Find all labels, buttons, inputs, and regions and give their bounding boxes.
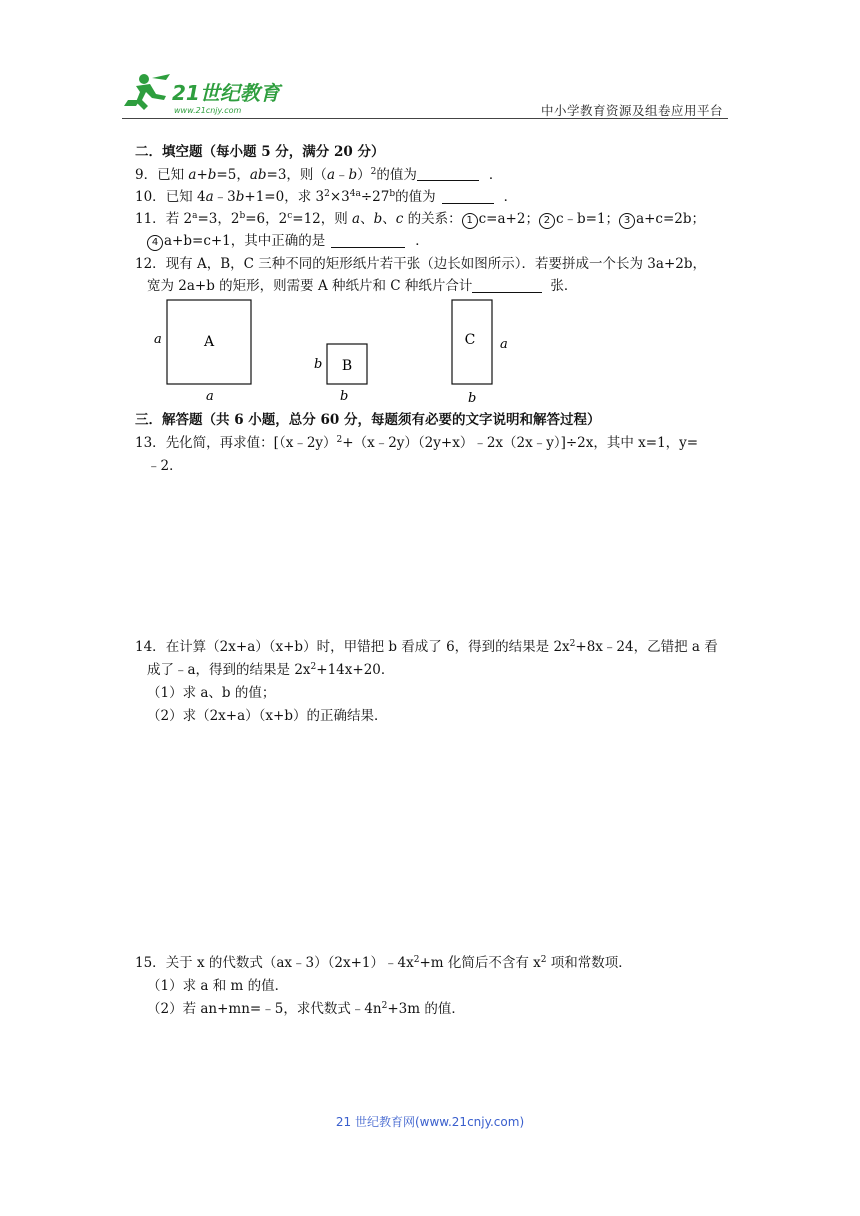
question-14-sub2: （2）求（2x+a）（x+b）的正确结果．: [147, 708, 388, 724]
question-15-sub2: （2）若 an+mn=﹣5，求代数式$﹣4n^2+3m$ 的值．: [147, 1001, 465, 1017]
footer-link[interactable]: 21 世纪教育网(www.21cnjy.com): [335, 1115, 525, 1129]
question-14-sub1: （1）求 a、b 的值；: [147, 685, 276, 701]
question-12-line1: 12．现有 A，B，C 三种不同的矩形纸片若干张（边长如图所示）．若要拼成一个长为 3a+2b，: [135, 256, 706, 272]
answer-blank-10[interactable]: [442, 190, 494, 204]
svg-text:A: A: [203, 334, 215, 350]
question-11-line2: 4 a+b=c+1，其中正确的是 ．: [147, 232, 429, 251]
section2-title: 二．填空题（每小题 5 分，满分 20 分）: [135, 144, 385, 160]
question-14-line1: 14．在计算（2x+a）（x+b）时，甲错把 b 看成了 6，得到的结果是 $2x^2+8x﹣24$，乙错把 a 看: [135, 639, 718, 655]
question-13-line1: 13．先化简，再求值：[（x﹣2y）$^2$+（x﹣2y）（2y+x）﹣2x（2x﹣y）]÷2x，其中 x=1，y=: [135, 435, 699, 451]
header-divider: [122, 118, 728, 119]
svg-text:b: b: [340, 389, 349, 404]
question-12-line2: 宽为 2a+b 的矩形，则需要 A 种纸片和 C 种纸片合计 张．: [147, 278, 578, 294]
svg-text:a: a: [154, 332, 162, 347]
platform-name: 中小学教育资源及组卷应用平台: [541, 103, 724, 118]
question-9: 9．已知 a+b=5，ab=3，则（a﹣b）$^2$的值为 ．: [135, 167, 503, 183]
site-logo: [122, 70, 292, 116]
svg-text:a: a: [500, 337, 508, 352]
svg-text:a: a: [206, 389, 214, 404]
answer-blank-11[interactable]: [331, 234, 405, 248]
rect-a: [154, 300, 251, 404]
question-15-line1: 15．关于 x 的代数式$(ax﹣3)(2x+1)﹣4x^2+m$ 化简后不含有 $x^2$ 项和常数项．: [135, 955, 632, 971]
rect-c: [452, 300, 508, 406]
svg-text:b: b: [468, 391, 477, 406]
question-15-sub1: （1）求 a 和 m 的值．: [147, 978, 289, 994]
section3-title: 三．解答题（共 6 小题，总分 60 分，每题须有必要的文字说明和解答过程）: [135, 412, 601, 428]
logo-url: www.21cnjy.com: [174, 106, 242, 115]
rect-b: [314, 344, 367, 404]
answer-blank-12[interactable]: [472, 279, 542, 293]
question-13-line2: ﹣2．: [147, 458, 183, 474]
logo-text: 21世纪教育: [172, 81, 280, 105]
answer-blank-9[interactable]: [417, 167, 479, 181]
question-14-line2: 成了﹣a，得到的结果是 $2x^2+14x+20$．: [147, 662, 395, 678]
svg-text:B: B: [341, 358, 353, 374]
runner-icon: [124, 74, 170, 110]
svg-text:b: b: [314, 357, 323, 372]
question-11-line1: 11．若 $2^a=3$，$2^b=6$，$2^c=12$，则 a、b、c 的关系： 1 c=a+2； 2 c﹣b=1； 3 a+c=2b；: [135, 211, 706, 227]
svg-text:C: C: [464, 332, 476, 348]
paper-pieces-figure: [152, 296, 512, 408]
question-10: 10．已知 4a﹣3b+1=0，求 $3^2\times 3^{4a}\div 27^b$的值为 ．: [135, 189, 518, 205]
